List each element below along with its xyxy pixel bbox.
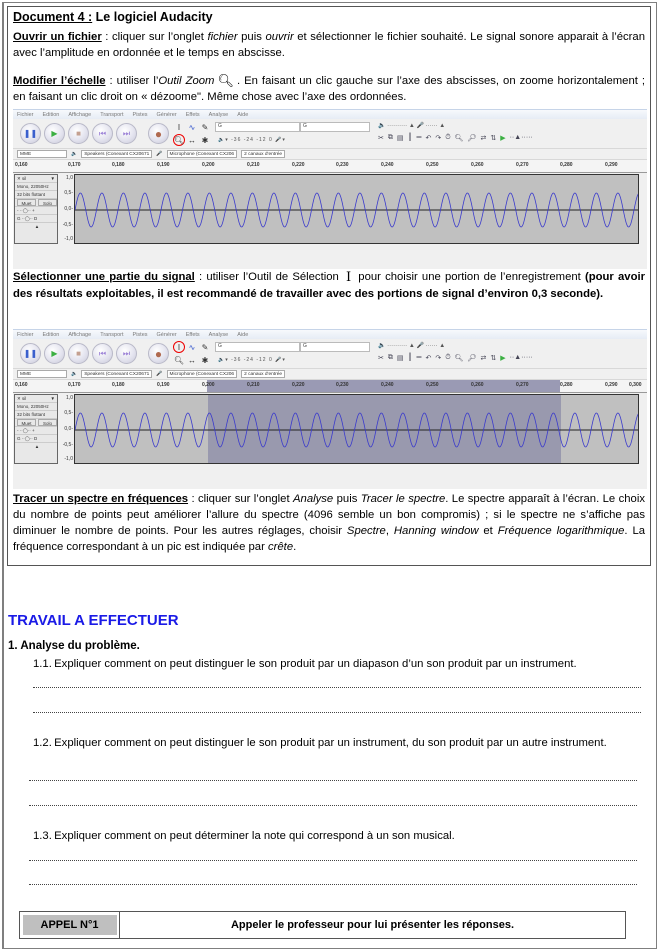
answer-line[interactable] bbox=[29, 884, 637, 885]
speed-slider[interactable]: ··▲····· bbox=[509, 354, 533, 361]
appel-table bbox=[19, 911, 626, 939]
question-number: 1.2. bbox=[33, 737, 52, 749]
ruler-tick: 0,210 bbox=[247, 382, 260, 388]
track-name: sil bbox=[22, 396, 27, 401]
menu-affichage[interactable]: Affichage bbox=[68, 111, 92, 118]
text: Analyse bbox=[293, 493, 334, 505]
menu-fichier[interactable]: Fichier bbox=[17, 331, 34, 338]
ruler-tick: 0,210 bbox=[247, 162, 260, 168]
appel-instruction: Appeler le professeur pour lui présenter les réponses. bbox=[230, 919, 515, 931]
stop-icon: ■ bbox=[76, 129, 81, 138]
zoom-in-icon[interactable]: 🔍︎ bbox=[454, 135, 464, 142]
gain-slider[interactable]: - ··◯·· + bbox=[15, 207, 57, 215]
zoom-icon: 🔍︎ bbox=[217, 73, 234, 88]
waveform-area[interactable] bbox=[74, 394, 639, 464]
mute-button[interactable]: Muet bbox=[17, 419, 36, 426]
ruler-tick: 0,170 bbox=[68, 162, 81, 168]
record-meter bbox=[300, 342, 370, 352]
ruler-tick: 0,290 bbox=[605, 162, 618, 168]
solo-button[interactable]: Solo bbox=[38, 199, 57, 206]
track-name-menu[interactable] bbox=[15, 395, 57, 403]
trim-icon[interactable]: ║ bbox=[407, 354, 413, 361]
undo-icon[interactable]: ↶ bbox=[425, 355, 432, 362]
fit-project-icon[interactable]: ⇅ bbox=[490, 355, 497, 362]
skip-end-icon: ⏭ bbox=[122, 128, 131, 138]
text: et sélectionner le fichier souhaité. Le signal sonore apparait à l’écran avec l’amplitude en ordonnée et le temps en abscisse. bbox=[13, 31, 645, 59]
selection-cursor-icon: I bbox=[177, 342, 181, 352]
play-icon: ▶ bbox=[51, 129, 58, 138]
document-name: Le logiciel Audacity bbox=[92, 10, 213, 24]
meter-scale-text: -36 -24 -12 0 bbox=[231, 137, 273, 143]
envelope-tool[interactable] bbox=[186, 121, 198, 133]
recommendation-text: (pour avoir des résultats exploitables, il est recommandé de travailler avec des portions de signal d’environ 0,3 seconde). bbox=[13, 271, 646, 300]
text: Outil Zoom bbox=[158, 75, 215, 87]
menu-pistes[interactable]: Pistes bbox=[132, 331, 148, 338]
question-1-2 bbox=[33, 735, 641, 751]
track-name-menu[interactable] bbox=[15, 175, 57, 183]
ruler-tick: 0,200 bbox=[202, 382, 215, 388]
input-slider[interactable]: ▲ bbox=[439, 123, 446, 129]
y-tick: -0,5- bbox=[62, 222, 73, 228]
text: pour choisir une portion de l’enregistrement bbox=[354, 271, 585, 283]
skip-start-icon: ⏮ bbox=[98, 348, 107, 358]
menu-analyse[interactable]: Analyse bbox=[208, 331, 229, 338]
ruler-tick: 0,160 bbox=[15, 382, 28, 388]
y-tick: 1,0 bbox=[66, 395, 73, 401]
playback-meter bbox=[215, 342, 300, 352]
cut-icon[interactable]: ✂ bbox=[378, 135, 384, 142]
pan-left: G bbox=[17, 436, 21, 441]
gain-min: - bbox=[17, 208, 19, 213]
cut-icon[interactable]: ✂ bbox=[378, 355, 384, 362]
ruler-tick: 0,260 bbox=[471, 162, 484, 168]
selection-tool[interactable] bbox=[173, 121, 185, 133]
scale-paragraph bbox=[13, 73, 645, 105]
audacity-screenshot-selection bbox=[13, 329, 647, 489]
meter-scale-text: -36 -24 -12 0 bbox=[231, 357, 273, 363]
chevron-down-icon: ▼ bbox=[50, 176, 55, 181]
input-device-select[interactable]: Microphone (Conexant CX206 bbox=[167, 150, 238, 158]
stop-button[interactable] bbox=[68, 123, 89, 144]
audio-track bbox=[13, 173, 647, 247]
menu-generer[interactable]: Générer bbox=[156, 111, 177, 118]
track-name: sil bbox=[22, 176, 27, 181]
device-toolbar bbox=[13, 149, 647, 160]
gain-max: + bbox=[32, 428, 35, 433]
pan-slider[interactable]: G ··◯·· D bbox=[15, 215, 57, 223]
waveform bbox=[75, 395, 639, 464]
fit-selection-icon[interactable]: ⇄ bbox=[480, 135, 487, 142]
ruler-tick: 0,240 bbox=[381, 162, 394, 168]
trim-icon[interactable]: ║ bbox=[407, 134, 413, 141]
zoom-icon: 🔍︎ bbox=[173, 135, 185, 145]
track-control-panel bbox=[14, 174, 58, 244]
copy-icon[interactable]: ⧉ bbox=[387, 354, 393, 361]
document-box bbox=[7, 6, 651, 566]
play-at-speed-icon[interactable]: ▶ bbox=[500, 135, 506, 142]
silence-icon[interactable]: ═ bbox=[416, 354, 422, 361]
y-tick: -1,0 bbox=[64, 236, 73, 242]
ruler-tick: 0,270 bbox=[516, 382, 529, 388]
envelope-icon: ∿ bbox=[188, 342, 196, 352]
fit-project-icon[interactable]: ⇅ bbox=[490, 135, 497, 142]
volume-row: 🔈 ·········· ▲ 🎤 ······ ▲ bbox=[378, 343, 446, 349]
skip-start-icon: ⏮ bbox=[98, 128, 107, 138]
zoom-tool[interactable] bbox=[173, 354, 185, 366]
menu-analyse[interactable]: Analyse bbox=[208, 111, 229, 118]
menu-affichage[interactable]: Affichage bbox=[68, 331, 92, 338]
open-file-heading: Ouvrir un fichier bbox=[13, 31, 102, 43]
ruler-tick: 0,300 bbox=[629, 382, 642, 388]
collapse-icon[interactable]: ▲ bbox=[34, 224, 40, 229]
meter-left-label: G bbox=[218, 343, 222, 349]
record-icon: ● bbox=[154, 346, 163, 361]
toolbar bbox=[13, 119, 647, 149]
record-icon: ● bbox=[154, 126, 163, 141]
envelope-tool[interactable] bbox=[186, 341, 198, 353]
play-at-speed-icon[interactable]: ▶ bbox=[500, 355, 506, 362]
timeline-ruler[interactable] bbox=[13, 380, 647, 393]
pause-button[interactable] bbox=[20, 123, 41, 144]
text: : utiliser l’Outil de Sélection bbox=[194, 271, 343, 283]
text: . Le spectre apparaît à l’écran. Le choix du nombre de points peut améliorer l’allure du spectre (4096 semble un bon compromis) ; si le spectre ne s’affiche pas diminuer le nombre de points. Pour les autres réglages, choisir bbox=[13, 493, 645, 537]
pencil-icon: ✎ bbox=[201, 122, 209, 132]
text: . bbox=[293, 541, 297, 553]
meter-scale bbox=[218, 137, 286, 143]
gain-slider[interactable]: - ··◯·· + bbox=[15, 427, 57, 435]
y-tick: 0,0- bbox=[64, 206, 73, 212]
playback-meter bbox=[215, 122, 300, 132]
y-tick: -0,5- bbox=[62, 442, 73, 448]
zoom-out-icon[interactable]: 🔎︎ bbox=[467, 135, 477, 142]
skip-start-button[interactable] bbox=[92, 343, 113, 364]
menu-fichier[interactable]: Fichier bbox=[17, 111, 34, 118]
text: Tracer le spectre bbox=[360, 493, 446, 505]
ruler-tick: 0,170 bbox=[68, 382, 81, 388]
draw-tool[interactable] bbox=[199, 121, 211, 133]
play-button[interactable] bbox=[44, 123, 65, 144]
answer-line[interactable] bbox=[33, 712, 641, 713]
output-device-select[interactable]: Speakers (Conexant CX20671 bbox=[81, 150, 152, 158]
channels-select[interactable]: 2 canaux d'entrée bbox=[241, 370, 285, 378]
output-device-select[interactable]: Speakers (Conexant CX20671 bbox=[81, 370, 152, 378]
ruler-tick: 0,180 bbox=[112, 162, 125, 168]
solo-button[interactable]: Solo bbox=[38, 419, 57, 426]
tools-grid bbox=[173, 341, 211, 366]
text: puis bbox=[333, 493, 361, 505]
text: puis bbox=[237, 31, 266, 43]
scale-heading: Modifier l’échelle bbox=[13, 75, 106, 87]
pan-left: G bbox=[17, 216, 21, 221]
undo-icon[interactable]: ↶ bbox=[425, 135, 432, 142]
zoom-in-icon[interactable]: 🔍︎ bbox=[454, 355, 464, 362]
microphone-icon: 🎤 bbox=[416, 123, 424, 129]
ruler-tick: 0,220 bbox=[292, 382, 305, 388]
zoom-tool[interactable] bbox=[173, 134, 185, 146]
menu-generer[interactable]: Générer bbox=[156, 331, 177, 338]
close-icon[interactable]: ✕ bbox=[17, 176, 21, 181]
speaker-icon: 🔈▾ bbox=[218, 137, 232, 143]
microphone-icon: 🎤 bbox=[156, 151, 163, 157]
text: , bbox=[385, 525, 394, 537]
text: : utiliser l’ bbox=[105, 75, 159, 87]
meter-left-label: G bbox=[218, 123, 222, 129]
menu-pistes[interactable]: Pistes bbox=[132, 111, 148, 118]
menubar bbox=[13, 110, 647, 119]
answer-line[interactable] bbox=[29, 860, 637, 861]
selection-cursor-icon: I bbox=[345, 270, 352, 285]
meter-left-label: G bbox=[303, 343, 307, 349]
zoom-icon: 🔍︎ bbox=[173, 355, 185, 365]
pause-icon: ❚❚ bbox=[23, 129, 38, 138]
collapse-icon[interactable]: ▲ bbox=[34, 444, 40, 449]
pause-icon: ❚❚ bbox=[23, 349, 38, 358]
redo-icon[interactable]: ↷ bbox=[435, 355, 442, 362]
meter-left-label: G bbox=[303, 123, 307, 129]
ruler-tick: 0,200 bbox=[202, 162, 215, 168]
volume-row: 🔈 ·········· ▲ 🎤 ······ ▲ bbox=[378, 123, 446, 129]
record-button[interactable] bbox=[148, 343, 169, 364]
menu-effets[interactable]: Effets bbox=[185, 331, 200, 338]
pencil-icon: ✎ bbox=[201, 342, 209, 352]
silence-icon[interactable]: ═ bbox=[416, 134, 422, 141]
question-number: 1.3. bbox=[33, 830, 52, 842]
appel-badge: APPEL N°1 bbox=[23, 915, 117, 935]
channels-select[interactable]: 2 canaux d'entrée bbox=[241, 150, 285, 158]
speaker-icon: 🔈 bbox=[71, 371, 78, 377]
tools-grid bbox=[173, 121, 211, 146]
ruler-tick: 0,280 bbox=[560, 162, 573, 168]
edit-toolbar bbox=[378, 354, 533, 362]
ruler-tick: 0,290 bbox=[605, 382, 618, 388]
microphone-icon: 🎤▾ bbox=[275, 137, 286, 143]
ruler-tick: 0,230 bbox=[336, 162, 349, 168]
menu-effets[interactable]: Effets bbox=[185, 111, 200, 118]
menu-transport[interactable]: Transport bbox=[100, 111, 124, 118]
question-number: 1.1. bbox=[33, 658, 52, 670]
stop-button[interactable] bbox=[68, 343, 89, 364]
text: . En faisant un clic gauche sur l’axe des abscisses, on zoome horizontalement ; en faisant un clic droit on « dézoome". Même chose avec l’axe des ordonnées. bbox=[13, 75, 646, 103]
select-paragraph bbox=[13, 269, 645, 302]
copy-icon[interactable]: ⧉ bbox=[387, 134, 393, 141]
redo-icon[interactable]: ↷ bbox=[435, 135, 442, 142]
speed-slider[interactable]: ··▲····· bbox=[509, 134, 533, 141]
menu-aide[interactable]: Aide bbox=[237, 331, 249, 338]
question-text: Expliquer comment on peut distinguer le son produit par un diapason d’un son produit par un instrument. bbox=[54, 658, 577, 670]
envelope-icon: ∿ bbox=[188, 122, 196, 132]
ruler-tick: 0,190 bbox=[157, 162, 170, 168]
question-1-1 bbox=[33, 656, 641, 672]
track-control-panel bbox=[14, 394, 58, 464]
chevron-down-icon: ▼ bbox=[50, 396, 55, 401]
pause-button[interactable] bbox=[20, 343, 41, 364]
paste-icon[interactable]: ▤ bbox=[396, 135, 404, 142]
ruler-tick: 0,250 bbox=[426, 162, 439, 168]
text: et bbox=[478, 525, 498, 537]
text: Spectre bbox=[346, 525, 386, 537]
text: fichier bbox=[207, 31, 238, 43]
close-icon[interactable]: ✕ bbox=[17, 396, 21, 401]
stop-icon: ■ bbox=[76, 349, 81, 358]
speaker-icon: 🔈 bbox=[378, 343, 386, 349]
zoom-out-icon[interactable]: 🔎︎ bbox=[467, 355, 477, 362]
record-meter bbox=[300, 122, 370, 132]
sync-lock-icon[interactable]: ⏱ bbox=[445, 354, 451, 361]
play-button[interactable] bbox=[44, 343, 65, 364]
ruler-tick: 0,160 bbox=[15, 162, 28, 168]
menu-transport[interactable]: Transport bbox=[100, 331, 124, 338]
skip-start-button[interactable] bbox=[92, 123, 113, 144]
fit-selection-icon[interactable]: ⇄ bbox=[480, 355, 487, 362]
menubar bbox=[13, 330, 647, 339]
speaker-icon: 🔈 bbox=[378, 123, 386, 129]
input-slider[interactable]: ▲ bbox=[439, 343, 446, 349]
gain-min: - bbox=[17, 428, 19, 433]
question-text: Expliquer comment on peut déterminer la note qui correspond à un son musical. bbox=[54, 830, 455, 842]
answer-line[interactable] bbox=[29, 805, 637, 806]
spectrum-paragraph bbox=[13, 491, 645, 555]
audacity-screenshot-zoom bbox=[13, 109, 647, 269]
paste-icon[interactable]: ▤ bbox=[396, 355, 404, 362]
play-icon: ▶ bbox=[51, 349, 58, 358]
timeshift-icon: ↔ bbox=[188, 355, 196, 365]
track-format: Mono, 22050Hz bbox=[15, 403, 57, 411]
volume-slider[interactable]: ▲ bbox=[408, 343, 415, 349]
sync-lock-icon[interactable]: ⏱ bbox=[445, 134, 451, 141]
appel-label-cell bbox=[20, 912, 120, 938]
text: crête bbox=[267, 541, 294, 553]
ruler-tick: 0,270 bbox=[516, 162, 529, 168]
meter-scale bbox=[218, 357, 286, 363]
y-tick: 1,0 bbox=[66, 175, 73, 181]
ruler-tick: 0,180 bbox=[112, 382, 125, 388]
spectrum-heading: Tracer un spectre en fréquences bbox=[13, 493, 189, 505]
document-title bbox=[13, 10, 213, 24]
text: ouvrir bbox=[265, 31, 294, 43]
track-format: Mono, 22050Hz bbox=[15, 183, 57, 191]
audio-track bbox=[13, 393, 647, 467]
text: Hanning window bbox=[393, 525, 479, 537]
text: : cliquer sur l’onglet bbox=[101, 31, 208, 43]
text: Fréquence logarithmique bbox=[497, 525, 625, 537]
ruler-tick: 0,260 bbox=[471, 382, 484, 388]
ruler-tick: 0,280 bbox=[560, 382, 573, 388]
track-bit-depth: 32 bits flottant bbox=[15, 191, 57, 199]
menu-aide[interactable]: Aide bbox=[237, 111, 249, 118]
text: : cliquer sur l’onglet bbox=[188, 493, 294, 505]
draw-tool[interactable] bbox=[199, 341, 211, 353]
mute-button[interactable]: Muet bbox=[17, 199, 36, 206]
toolbar bbox=[13, 339, 647, 369]
microphone-icon: 🎤▾ bbox=[275, 357, 286, 363]
part-heading: 1. Analyse du problème. bbox=[8, 640, 140, 652]
work-section-title: TRAVAIL A EFFECTUER bbox=[8, 612, 179, 629]
amplitude-axis[interactable] bbox=[59, 394, 74, 464]
amplitude-axis[interactable] bbox=[59, 174, 74, 244]
microphone-icon: 🎤 bbox=[156, 371, 163, 377]
selection-tool[interactable] bbox=[173, 341, 185, 353]
timeshift-tool[interactable] bbox=[186, 354, 198, 366]
y-tick: 0,5- bbox=[64, 190, 73, 196]
multi-tool-icon: ✱ bbox=[201, 135, 209, 145]
menu-edition[interactable]: Edition bbox=[42, 331, 60, 338]
ruler-tick: 0,230 bbox=[336, 382, 349, 388]
answer-line[interactable] bbox=[29, 780, 637, 781]
ruler-tick: 0,240 bbox=[381, 382, 394, 388]
document-number: Document 4 : bbox=[13, 10, 93, 24]
volume-slider[interactable]: ▲ bbox=[408, 123, 415, 129]
pan-right: D bbox=[34, 436, 38, 441]
timeshift-icon: ↔ bbox=[188, 135, 196, 145]
speaker-icon: 🔈 bbox=[71, 151, 78, 157]
edit-toolbar bbox=[378, 134, 533, 142]
multi-tool[interactable] bbox=[199, 134, 211, 146]
multi-tool[interactable] bbox=[199, 354, 211, 366]
answer-line[interactable] bbox=[33, 687, 641, 688]
host-select[interactable]: MME bbox=[17, 150, 67, 158]
skip-end-icon: ⏭ bbox=[122, 348, 131, 358]
timeshift-tool[interactable] bbox=[186, 134, 198, 146]
menu-edition[interactable]: Edition bbox=[42, 111, 60, 118]
waveform bbox=[75, 175, 639, 244]
open-file-paragraph bbox=[13, 29, 645, 61]
waveform-area[interactable] bbox=[74, 174, 639, 244]
ruler-tick: 0,250 bbox=[426, 382, 439, 388]
y-tick: -1,0 bbox=[64, 456, 73, 462]
pan-right: D bbox=[34, 216, 38, 221]
selection-cursor-icon: I bbox=[177, 122, 181, 132]
gain-max: + bbox=[32, 208, 35, 213]
track-bit-depth: 32 bits flottant bbox=[15, 411, 57, 419]
question-1-3 bbox=[33, 828, 641, 844]
pan-slider[interactable]: G ··◯·· D bbox=[15, 435, 57, 443]
text: . La fréquence correspondant à un pic est indiquée par bbox=[13, 525, 646, 553]
y-tick: 0,0- bbox=[64, 426, 73, 432]
ruler-tick: 0,220 bbox=[292, 162, 305, 168]
skip-end-button[interactable] bbox=[116, 123, 137, 144]
multi-tool-icon: ✱ bbox=[201, 355, 209, 365]
speaker-icon: 🔈▾ bbox=[218, 357, 232, 363]
ruler-tick: 0,190 bbox=[157, 382, 170, 388]
host-select[interactable]: MME bbox=[17, 370, 67, 378]
device-toolbar bbox=[13, 369, 647, 380]
question-text: Expliquer comment on peut distinguer le son produit par un instrument, du son produit par un autre instrument. bbox=[54, 737, 607, 749]
select-heading: Sélectionner une partie du signal bbox=[13, 271, 195, 283]
input-device-select[interactable]: Microphone (Conexant CX206 bbox=[167, 370, 238, 378]
timeline-ruler[interactable] bbox=[13, 160, 647, 173]
record-button[interactable] bbox=[148, 123, 169, 144]
y-tick: 0,5- bbox=[64, 410, 73, 416]
skip-end-button[interactable] bbox=[116, 343, 137, 364]
microphone-icon: 🎤 bbox=[416, 343, 424, 349]
